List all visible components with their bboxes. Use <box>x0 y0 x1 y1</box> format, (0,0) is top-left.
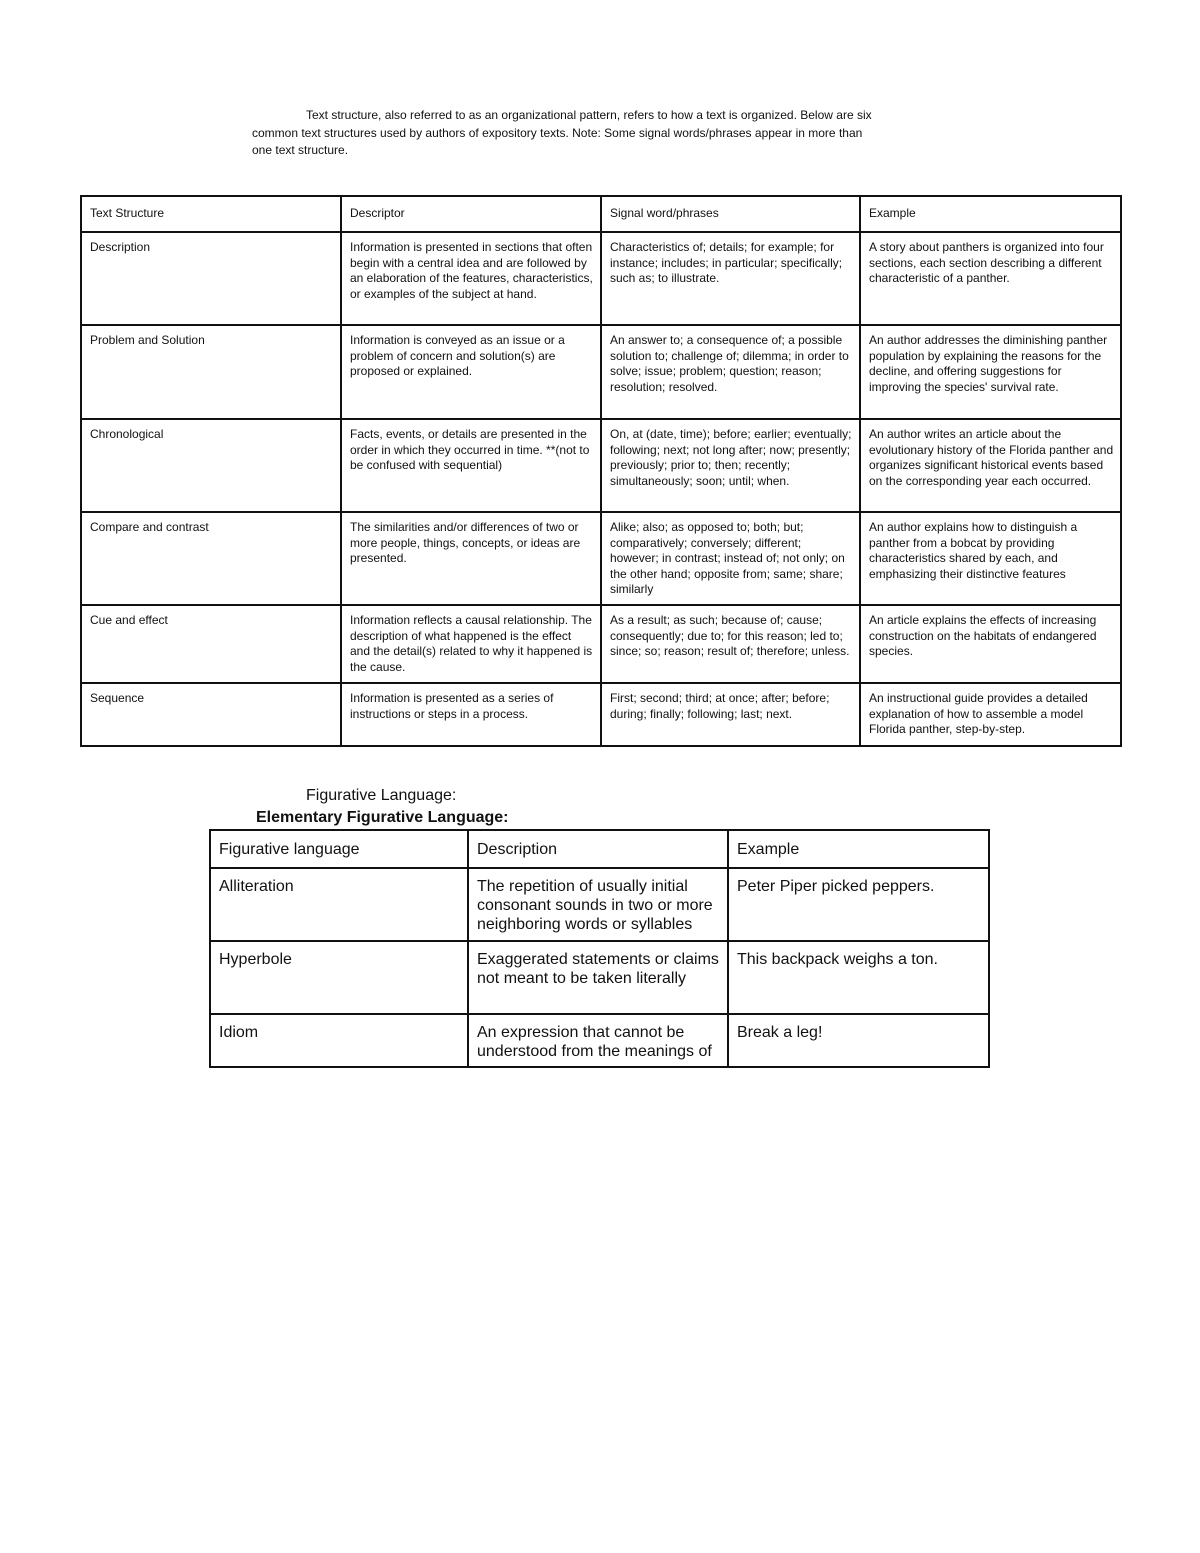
intro-line-3: one text structure. <box>252 143 349 157</box>
descriptor-cell: Facts, events, or details are presented in the order in which they occurred in time. **(not to be confused with sequential) <box>341 419 601 512</box>
table-header-row <box>210 830 989 868</box>
table-row <box>210 1014 989 1067</box>
descriptor-cell: Information reflects a causal relationship. The description of what happened is the effect and the detail(s) related to why it happened is the cause. <box>341 605 601 683</box>
header-cell: Example <box>860 196 1121 232</box>
table-row <box>81 325 1121 419</box>
header-cell: Example <box>728 830 989 868</box>
table-row <box>81 232 1121 325</box>
figurative-heading: Elementary Figurative Language: <box>256 809 509 826</box>
signals-cell: On, at (date, time); before; earlier; eventually; following; next; not long after; now; presently; previously; prior to; then; recently; simultaneously; soon; until; when. <box>601 419 860 512</box>
structure-cell: Description <box>81 232 341 325</box>
table-row <box>210 868 989 941</box>
descriptor-cell: The similarities and/or differences of two or more people, things, concepts, or ideas are presented. <box>341 512 601 605</box>
signals-cell: An answer to; a consequence of; a possible solution to; challenge of; dilemma; in order to solve; issue; problem; question; reason; resolution; resolved. <box>601 325 860 419</box>
signals-cell: Characteristics of; details; for example; for instance; includes; in particular; specifically; such as; to illustrate. <box>601 232 860 325</box>
description-cell: Exaggerated statements or claims not meant to be taken literally <box>468 941 728 1014</box>
table-row <box>81 683 1121 746</box>
example-cell: An author explains how to distinguish a panther from a bobcat by providing characteristics shared by each, and emphasizing their distinctive features <box>860 512 1121 605</box>
structure-cell: Compare and contrast <box>81 512 341 605</box>
header-cell: Description <box>468 830 728 868</box>
descriptor-cell: Information is conveyed as an issue or a problem of concern and solution(s) are proposed or explained. <box>341 325 601 419</box>
signals-cell: As a result; as such; because of; cause; consequently; due to; for this reason; led to; since; so; reason; result of; therefore; unless. <box>601 605 860 683</box>
text-structure-table <box>80 195 1122 747</box>
descriptor-cell: Information is presented in sections that often begin with a central idea and are followed by an elaboration of the features, characteristics, or examples of the subject at hand. <box>341 232 601 325</box>
figurative-language-table <box>209 829 990 1068</box>
signals-cell: First; second; third; at once; after; before; during; finally; following; last; next. <box>601 683 860 746</box>
structure-cell: Chronological <box>81 419 341 512</box>
table-row <box>210 941 989 1014</box>
signals-cell: Alike; also; as opposed to; both; but; comparatively; conversely; different; however; in contrast; instead of; not only; on the other hand; opposite from; same; share; similarly <box>601 512 860 605</box>
example-cell: Peter Piper picked peppers. <box>728 868 989 941</box>
table-row <box>81 512 1121 605</box>
structure-cell: Sequence <box>81 683 341 746</box>
term-cell: Idiom <box>210 1014 468 1067</box>
descriptor-cell: Information is presented as a series of instructions or steps in a process. <box>341 683 601 746</box>
term-cell: Hyperbole <box>210 941 468 1014</box>
example-cell: A story about panthers is organized into four sections, each section describing a different characteristic of a panther. <box>860 232 1121 325</box>
header-cell: Figurative language <box>210 830 468 868</box>
example-cell: An author writes an article about the evolutionary history of the Florida panther and organizes significant historical events based on the corresponding year each occurred. <box>860 419 1121 512</box>
header-cell: Signal word/phrases <box>601 196 860 232</box>
example-cell: An instructional guide provides a detailed explanation of how to assemble a model Florida panther, step-by-step. <box>860 683 1121 746</box>
intro-line-1: Text structure, also referred to as an organizational pattern, refers to how a text is organized. Below are six <box>306 108 872 122</box>
header-cell: Text Structure <box>81 196 341 232</box>
intro-paragraph <box>252 107 952 160</box>
table-header-row <box>81 196 1121 232</box>
intro-line-2: common text structures used by authors of expository texts. Note: Some signal words/phrases appear in more than <box>252 125 863 140</box>
example-cell: Break a leg! <box>728 1014 989 1067</box>
header-cell: Descriptor <box>341 196 601 232</box>
description-cell: An expression that cannot be understood from the meanings of <box>468 1014 728 1067</box>
table-row <box>81 419 1121 512</box>
table-row <box>81 605 1121 683</box>
structure-cell: Cue and effect <box>81 605 341 683</box>
example-cell: An author addresses the diminishing panther population by explaining the reasons for the decline, and offering suggestions for improving the species' survival rate. <box>860 325 1121 419</box>
description-cell: The repetition of usually initial consonant sounds in two or more neighboring words or syllables <box>468 868 728 941</box>
structure-cell: Problem and Solution <box>81 325 341 419</box>
example-cell: This backpack weighs a ton. <box>728 941 989 1014</box>
figurative-caption: Figurative Language: <box>306 787 457 804</box>
example-cell: An article explains the effects of increasing construction on the habitats of endangered species. <box>860 605 1121 683</box>
term-cell: Alliteration <box>210 868 468 941</box>
